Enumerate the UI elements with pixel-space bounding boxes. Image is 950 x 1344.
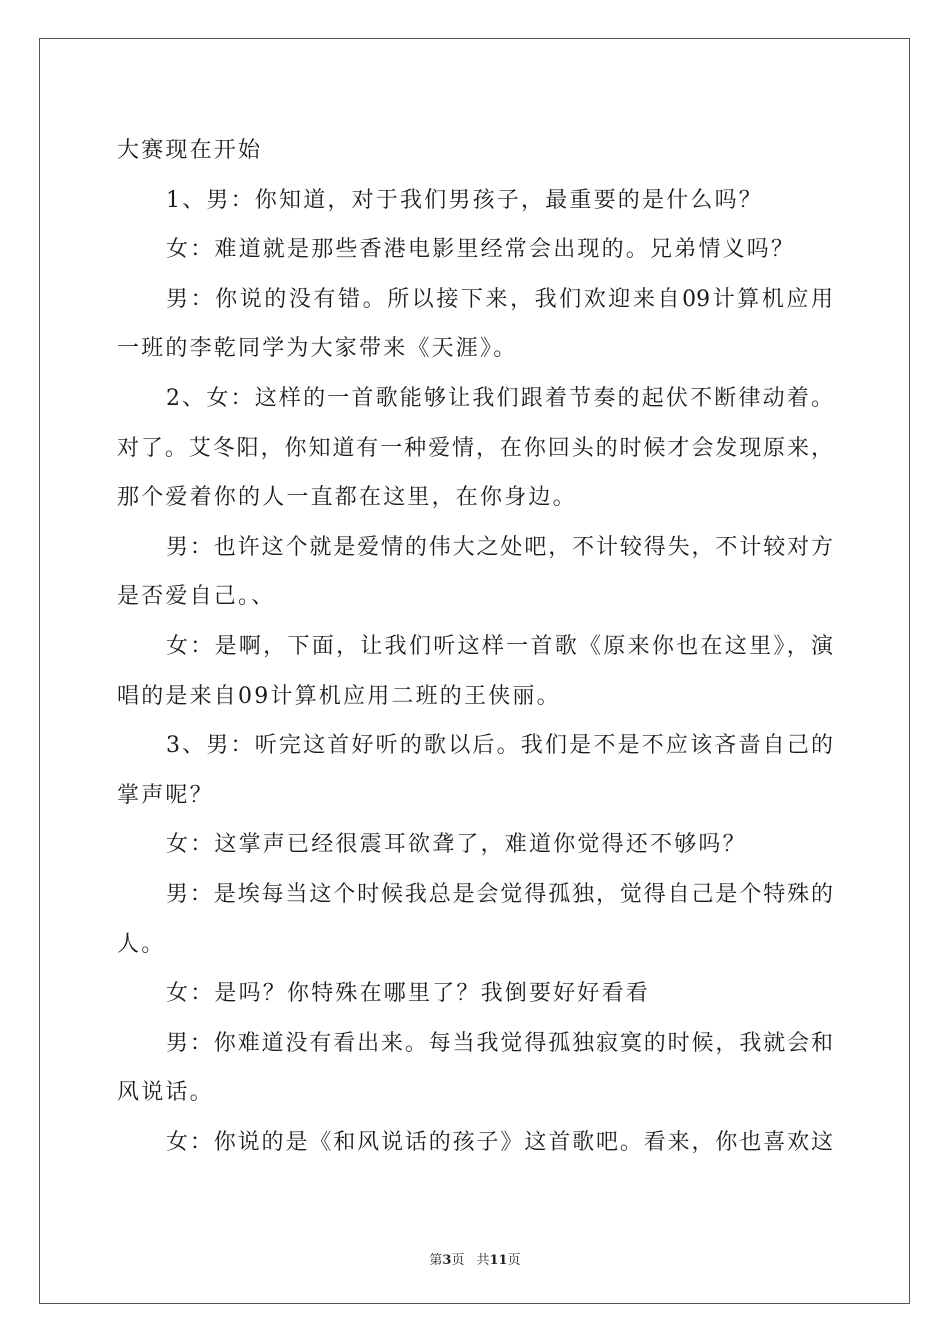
footer-page-number: 3 <box>442 1253 452 1268</box>
text-line: 1、男：你知道，对于我们男孩子，最重要的是什么吗？ <box>166 187 763 213</box>
text-line: 女：难道就是那些香港电影里经常会出现的。兄弟情义吗？ <box>166 237 796 263</box>
text-line: 男：你难道没有看出来。每当我觉得孤独寂寞的时候，我就会和 <box>166 1030 833 1056</box>
text-line: 女：你说的是《和风说话的孩子》这首歌吧。看来，你也喜欢这 <box>166 1129 833 1155</box>
text-line: 风说话。 <box>117 1080 214 1106</box>
footer-total-prefix: 共 <box>476 1253 490 1268</box>
page-footer <box>0 1249 950 1268</box>
document-body <box>117 126 833 1167</box>
footer-total-pages: 11 <box>489 1253 508 1268</box>
text-line: 是否爱自己。、 <box>117 584 276 610</box>
text-line: 那个爱着你的人一直都在这里，在你身边。 <box>117 485 577 511</box>
text-line: 唱的是来自09计算机应用二班的王侠丽。 <box>117 683 561 709</box>
text-line: 男：是埃每当这个时候我总是会觉得孤独，觉得自己是个特殊的 <box>166 881 833 907</box>
footer-total-suffix: 页 <box>507 1253 521 1268</box>
text-line: 一班的李乾同学为大家带来《天涯》。 <box>117 336 518 362</box>
text-line: 3、男：听完这首好听的歌以后。我们是不是不应该吝啬自己的 <box>166 733 833 759</box>
text-line: 男：也许这个就是爱情的伟大之处吧，不计较得失，不计较对方 <box>166 534 833 560</box>
text-line: 女：这掌声已经很震耳欲聋了，难道你觉得还不够吗？ <box>166 832 747 858</box>
text-line: 2、女：这样的一首歌能够让我们跟着节奏的起伏不断律动着。 <box>166 385 833 411</box>
text-line: 大赛现在开始 <box>117 138 263 163</box>
text-line: 人。 <box>117 931 166 957</box>
text-line: 女：是啊，下面，让我们听这样一首歌《原来你也在这里》，演 <box>166 633 833 659</box>
text-line: 女：是吗？你特殊在哪里了？我倒要好好看看 <box>166 981 651 1007</box>
footer-page-prefix: 第 <box>429 1253 443 1268</box>
text-line: 掌声呢？ <box>117 782 214 808</box>
footer-page-suffix: 页 <box>451 1253 465 1268</box>
text-line: 男：你说的没有错。所以接下来，我们欢迎来自09计算机应用 <box>166 286 833 312</box>
text-line: 对了。艾冬阳，你知道有一种爱情，在你回头的时候才会发现原来， <box>117 435 833 461</box>
